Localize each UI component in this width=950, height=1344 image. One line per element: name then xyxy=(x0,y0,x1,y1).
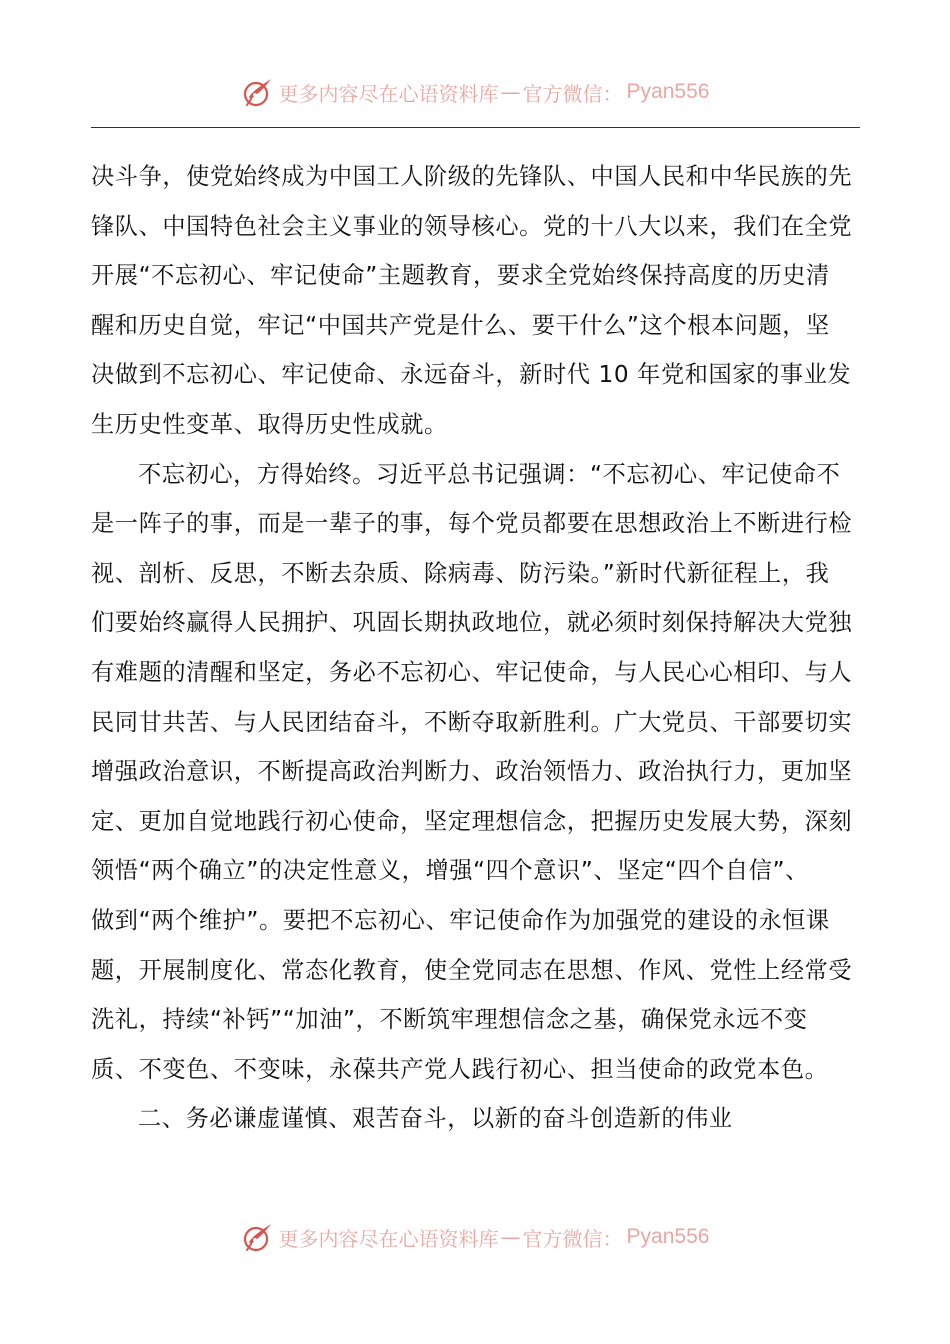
body-line: 决斗争，使党始终成为中国工人阶级的先锋队、中国人民和中华民族的先 xyxy=(91,163,853,190)
body-line: 开展“不忘初心、牢记使命”主题教育，要求全党始终保持高度的历史清 xyxy=(91,262,830,290)
body-line: 题，开展制度化、常态化教育，使全党同志在思想、作风、党性上经常受 xyxy=(91,956,853,984)
body-line: 决做到不忘初心、牢记使命、永远奋斗，新时代 10 年党和国家的事业发 xyxy=(91,361,852,389)
banner-wechat-id: Pyan556 xyxy=(626,80,710,103)
body-line: 醒和历史自觉，牢记“中国共产党是什么、要干什么”这个根本问题，坚 xyxy=(91,311,830,339)
body-line: 领悟“两个确立”的决定性意义，增强“四个意识”、坚定“四个自信”、 xyxy=(91,857,809,885)
paragraph-start-line: 不忘初心，方得始终。习近平总书记强调：“不忘初心、牢记使命不 xyxy=(138,460,841,488)
quill-pen-logo-icon xyxy=(241,1220,275,1254)
body-line: 增强政治意识，不断提高政治判断力、政治领悟力、政治执行力，更加坚 xyxy=(91,758,853,786)
body-line: 是一阵子的事，而是一辈子的事，每个党员都要在思想政治上不断进行检 xyxy=(91,510,853,538)
footer-watermark-banner xyxy=(0,1217,950,1257)
body-line: 做到“两个维护”。要把不忘初心、牢记使命作为加强党的建设的永恒课 xyxy=(91,906,830,934)
body-line: 生历史性变革、取得历史性成就。 xyxy=(91,410,448,438)
body-line: 锋队、中国特色社会主义事业的领导核心。党的十八大以来，我们在全党 xyxy=(91,212,853,240)
body-line: 民同甘共苦、与人民团结奋斗，不断夺取新胜利。广大党员、干部要切实 xyxy=(91,708,853,736)
body-text xyxy=(91,152,861,1144)
quill-pen-logo-icon xyxy=(241,75,275,109)
body-line: 视、剖析、反思，不断去杂质、除病毒、防污染。”新时代新征程上，我 xyxy=(91,559,830,587)
section-heading: 二、务必谦虚谨慎、艰苦奋斗，以新的奋斗创造新的伟业 xyxy=(138,1105,733,1133)
body-line: 定、更加自觉地践行初心使命，坚定理想信念，把握历史发展大势，深刻 xyxy=(91,807,853,835)
body-line: 们要始终赢得人民拥护、巩固长期执政地位，就必须时刻保持解决大党独 xyxy=(91,609,853,637)
body-line: 洗礼，持续“补钙”“加油”，不断筑牢理想信念之基，确保党永远不变 xyxy=(91,1006,808,1034)
banner-wechat-label: 官方微信： xyxy=(522,1226,623,1251)
banner-dash: — xyxy=(500,1225,521,1249)
banner-wechat-id: Pyan556 xyxy=(626,1225,710,1248)
body-line: 有难题的清醒和坚定，务必不忘初心、牢记使命，与人民心心相印、与人 xyxy=(91,658,853,686)
header-divider xyxy=(91,127,860,128)
banner-main-text: 更多内容尽在心语资料库 xyxy=(278,81,499,106)
banner-wechat-label: 官方微信： xyxy=(522,81,623,106)
body-line: 质、不变色、不变味，永葆共产党人践行初心、担当使命的政党本色。 xyxy=(91,1055,829,1083)
header-watermark-banner xyxy=(0,72,950,112)
banner-dash: — xyxy=(500,80,521,104)
banner-main-text: 更多内容尽在心语资料库 xyxy=(278,1226,499,1251)
